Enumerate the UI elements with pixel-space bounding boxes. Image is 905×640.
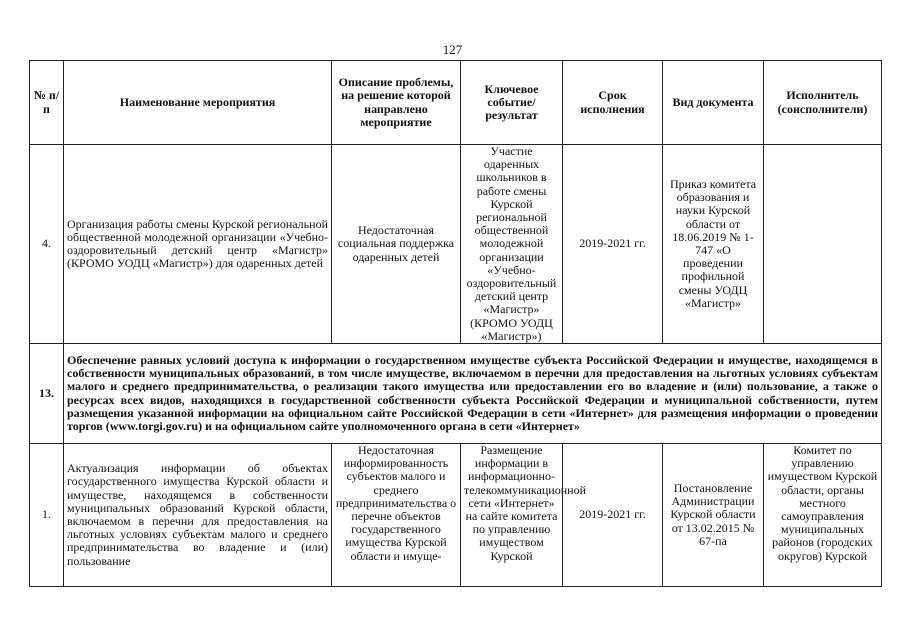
section-num: 13. [30, 344, 64, 444]
header-term: Срок исполнения [563, 61, 663, 145]
row-term: 2019-2021 гг. [563, 145, 663, 344]
header-row [30, 61, 882, 145]
row-term: 2019-2021 гг. [563, 444, 663, 587]
row-doc-type: Постановление Администрации Курской области от 13.02.2015 № 67-па [663, 444, 764, 587]
header-problem: Описание проблемы, на решение которой направлено мероприятие [332, 61, 461, 145]
row-num: 4. [30, 145, 64, 344]
section-row [30, 344, 882, 444]
row-name: Актуализация информации об объектах государственного имущества Курской области и имуществе, находящемся в собственности муниципальных образований Курской области, включаемом в перечни для предоставления на льготных условиях субъектам малого и среднего предпринимательства во владение и (или) пользование [64, 444, 332, 587]
table-row [30, 145, 882, 344]
header-num: № п/п [30, 61, 64, 145]
header-doc-type: Вид документа [663, 61, 764, 145]
row-event: Размещение информации в информационно-телекоммуникационной сети «Интернет» на сайте комитета по управлению имуществом Курской [461, 444, 563, 587]
row-problem: Недостаточная информированность субъектов малого и среднего предпринимательства о перечне объектов государственного имущества Курской области и имуще- [332, 444, 461, 587]
header-name: Наименование мероприятия [64, 61, 332, 145]
row-doc-type: Приказ комитета образования и науки Курской области от 18.06.2019 № 1-747 «О проведении профильной смены УОДЦ «Магистр» [663, 145, 764, 344]
header-executor: Исполнитель (соисполнители) [764, 61, 882, 145]
page-number: 127 [442, 42, 463, 57]
row-num: 1. [30, 444, 64, 587]
row-name: Организация работы смены Курской региональной общественной молодежной организации «Учебно-оздоровительный детский центр «Магистр» (КРОМО УОДЦ «Магистр») для одаренных детей [64, 145, 332, 344]
row-executor [764, 145, 882, 344]
section-title: Обеспечение равных условий доступа к информации о государственном имуществе субъекта Российской Федерации и имуществе, находящемся в собственности муниципальных образований, в том числе имуществе, включаемом в перечни для предоставления на льготных условиях субъектам малого и среднего предпринимательства, о реализации такого имущества или предоставлении его во владение и (или) пользование, а также о ресурсах всех видов, находящихся в государственной собственности субъекта Российской Федерации и муниципальной собственности, путем размещения указанной информации на официальном сайте Российской Федерации в сети «Интернет» для размещения информации о проведении торгов (www.torgi.gov.ru) и на официальном сайте уполномоченного органа в сети «Интернет» [64, 344, 882, 444]
measures-table [29, 60, 882, 587]
row-problem: Недостаточная социальная поддержка одаренных детей [332, 145, 461, 344]
table-row [30, 444, 882, 587]
row-event: Участие одаренных школьников в работе смены Курской региональной общественной молодежной организации «Учебно-оздоровительный детский центр «Магистр» (КРОМО УОДЦ «Магистр») [461, 145, 563, 344]
header-event: Ключевое событие/ результат [461, 61, 563, 145]
row-executor: Комитет по управлению имуществом Курской области, органы местного самоуправления муниципальных районов (городских округов) Курской [764, 444, 882, 587]
